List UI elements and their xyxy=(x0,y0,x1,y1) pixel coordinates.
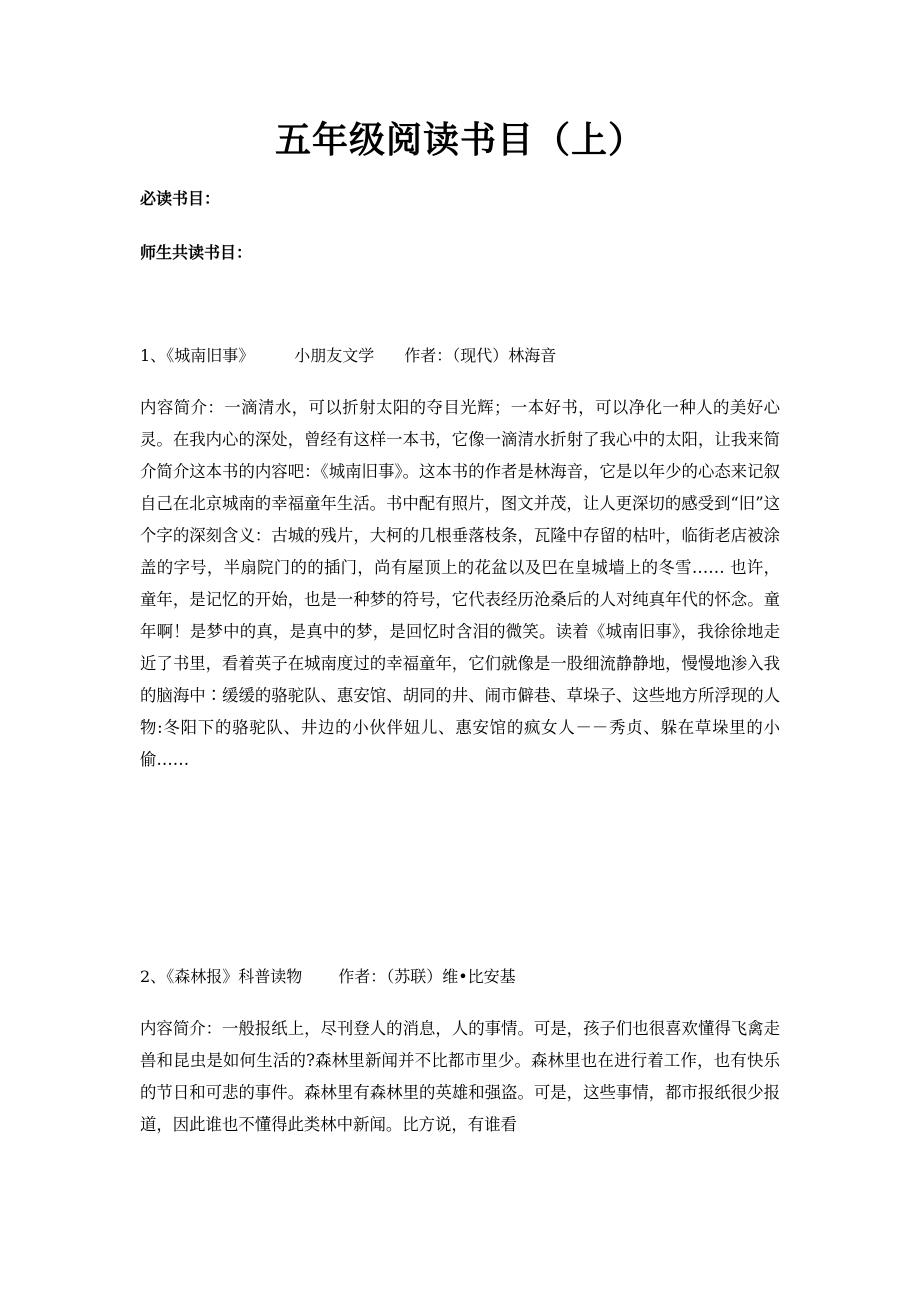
required-reading-heading: 必读书目： xyxy=(140,189,221,208)
book-1-info xyxy=(140,343,556,366)
book-2-name: 《森林报》科普读物 xyxy=(166,967,303,986)
book-1-author: 作者：（现代）林海音 xyxy=(404,346,557,365)
book-1-number: 1、 xyxy=(140,346,167,365)
book-2-number: 2、 xyxy=(140,967,167,986)
book-2-info xyxy=(140,964,516,987)
book-1-summary: 内容简介：一滴清水，可以折射太阳的夺目光辉；一本好书，可以净化一种人的美好心灵。在我内心的深处，曾经有这样一本书，它像一滴清水折射了我心中的太阳，让我来简介简介这本书的内容吧：《城南旧事》。这本书的作者是林海音，它是以年少的心态来记叙自己在北京城南的幸福童年生活。书中配有照片，图文并茂，让人更深切的感受到“旧”这个字的深刻含义：古城的残片，大柯的几根垂落枝条，瓦隆中存留的枯叶，临街老店被涂盖的字号，半扇院门的的插门，尚有屋顶上的花盆以及巴在皇城墙上的冬雪…… 也许，童年，是记忆的开始，也是一种梦的符号，它代表经历沧桑后的人对纯真年代的怀念。童年啊！是梦中的真，是真中的梦，是回忆时含泪的微笑。读着《城南旧事》，我徐徐地走近了书里，看着英子在城南度过的幸福童年，它们就像是一股细流静静地，慢慢地渗入我的脑海中∶缓缓的骆驼队、惠安馆、胡同的井、闹市僻巷、草垛子、这些地方所浮现的人物:冬阳下的骆驼队、井边的小伙伴妞儿、惠安馆的疯女人－－秀贞、躲在草垛里的小偷…… xyxy=(140,398,780,769)
book-2-summary: 内容简介：一般报纸上，尽刊登人的消息，人的事情。可是，孩子们也很喜欢懂得飞禽走兽和昆虫是如何生活的?森林里新闻并不比都市里少。森林里也在进行着工作，也有快乐的节日和可悲的事件。森林里有森林里的英雄和强盗。可是，这些事情，都市报纸很少报道，因此谁也不懂得此类林中新闻。比方说，有谁看 xyxy=(140,1019,780,1134)
book-1-name: 《城南旧事》 xyxy=(166,346,255,365)
shared-reading-heading: 师生共读书目： xyxy=(140,243,253,262)
page-title: 五年级阅读书目（上） xyxy=(274,119,645,161)
book-2-author: 作者：（苏联）维•比安基 xyxy=(338,967,516,986)
book-1-category: 小朋友文学 xyxy=(294,346,375,365)
